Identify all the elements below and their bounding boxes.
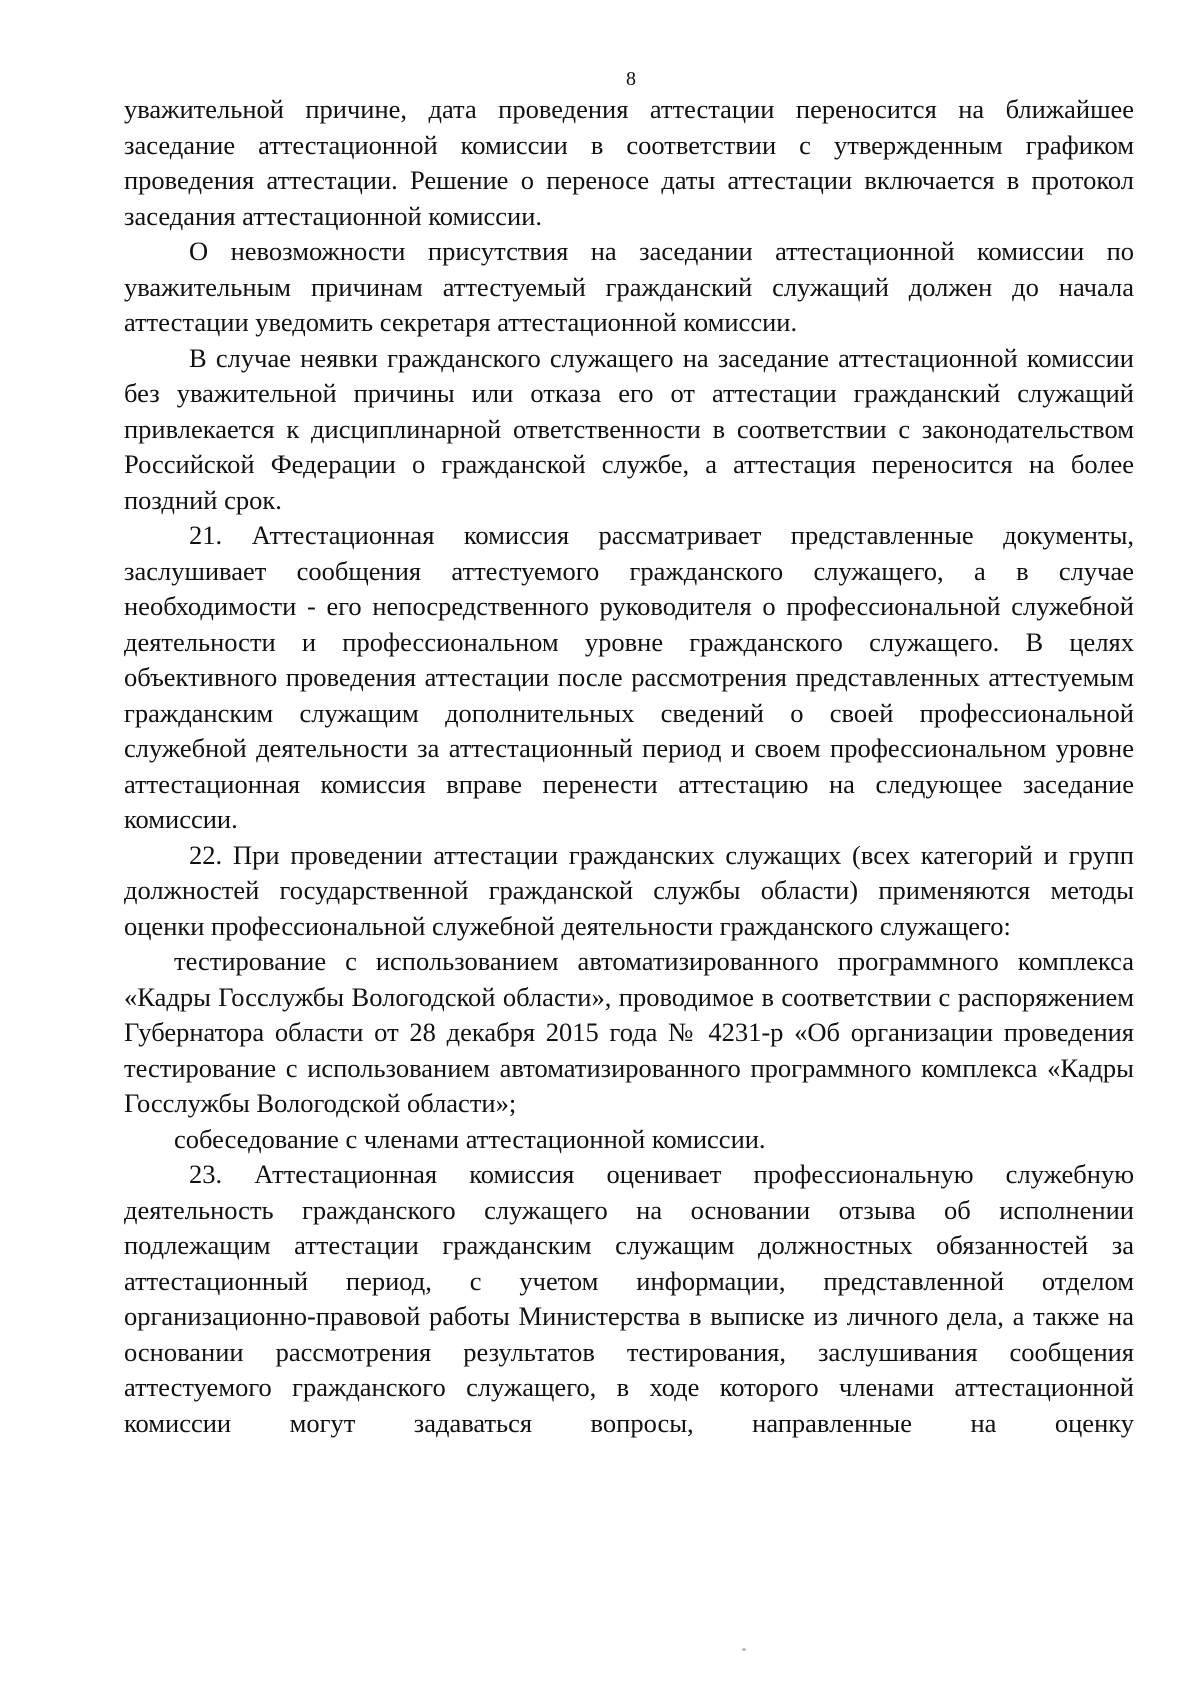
- list-item-interview: собеседование с членами аттестационной комиссии.: [174, 1123, 766, 1154]
- page-number: 8: [626, 68, 636, 90]
- paragraph-no-show: В случае неявки гражданского служащего на заседание аттестационной комиссии без уважительной причины или отказа его от аттестации гражданский служащий привлекается к дисциплинарной ответственности в соответствии с законодательством Российской Федерации о гражданской службе, а аттестация переносится на более поздний срок.: [124, 342, 1134, 515]
- paragraph-clause-21: 21. Аттестационная комиссия рассматривает представленные документы, заслушивает сообщения аттестуемого гражданского служащего, а в случае необходимости - его непосредственного руководителя о профессиональной служебной деятельности и профессиональном уровне гражданского служащего. В целях объективного проведения аттестации после рассмотрения представленных аттестуемым гражданским служащим дополнительных сведений о своей профессиональной служебной деятельности за аттестационный период и своем профессиональном уровне аттестационная комиссия вправе перенести аттестацию на следующее заседание комиссии.: [124, 520, 1134, 834]
- scan-speck: [742, 1648, 746, 1651]
- paragraph-absence-notice: О невозможности присутствия на заседании аттестационной комиссии по уважительным причинам аттестуемый гражданский служащий должен до начала аттестации уведомить секретаря аттестационной комиссии.: [124, 236, 1134, 337]
- paragraph-clause-23: 23. Аттестационная комиссия оценивает профессиональную служебную деятельность гражданского служащего на основании отзыва об исполнении подлежащим аттестации гражданским служащим должностных обязанностей за аттестационный период, с учетом информации, представленной отделом организационно-правовой работы Министерства в выписке из личного дела, а также на основании рассмотрения результатов тестирования, заслушивания сообщения аттестуемого гражданского служащего, в ходе которого членами аттестационной комиссии могут задаваться вопросы, направленные на оценку: [124, 1159, 1134, 1438]
- document-body: [124, 92, 1134, 1441]
- list-item-testing: тестирование с использованием автоматизированного программного комплекса «Кадры Госслужбы Вологодской области», проводимое в соответствии с распоряжением Губернатора области от 28 декабря 2015 года № 4231-р «Об организации проведения тестирование с использованием автоматизированного программного комплекса «Кадры Госслужбы Вологодской области»;: [124, 946, 1134, 1118]
- paragraph-clause-22: 22. При проведении аттестации гражданских служащих (всех категорий и групп должностей государственной гражданской службы области) применяются методы оценки профессиональной служебной деятельности гражданского служащего:: [124, 839, 1134, 941]
- paragraph-continuation: уважительной причине, дата проведения аттестации переносится на ближайшее заседание аттестационной комиссии в соответствии с утвержденным графиком проведения аттестации. Решение о переносе даты аттестации включается в протокол заседания аттестационной комиссии.: [124, 94, 1134, 231]
